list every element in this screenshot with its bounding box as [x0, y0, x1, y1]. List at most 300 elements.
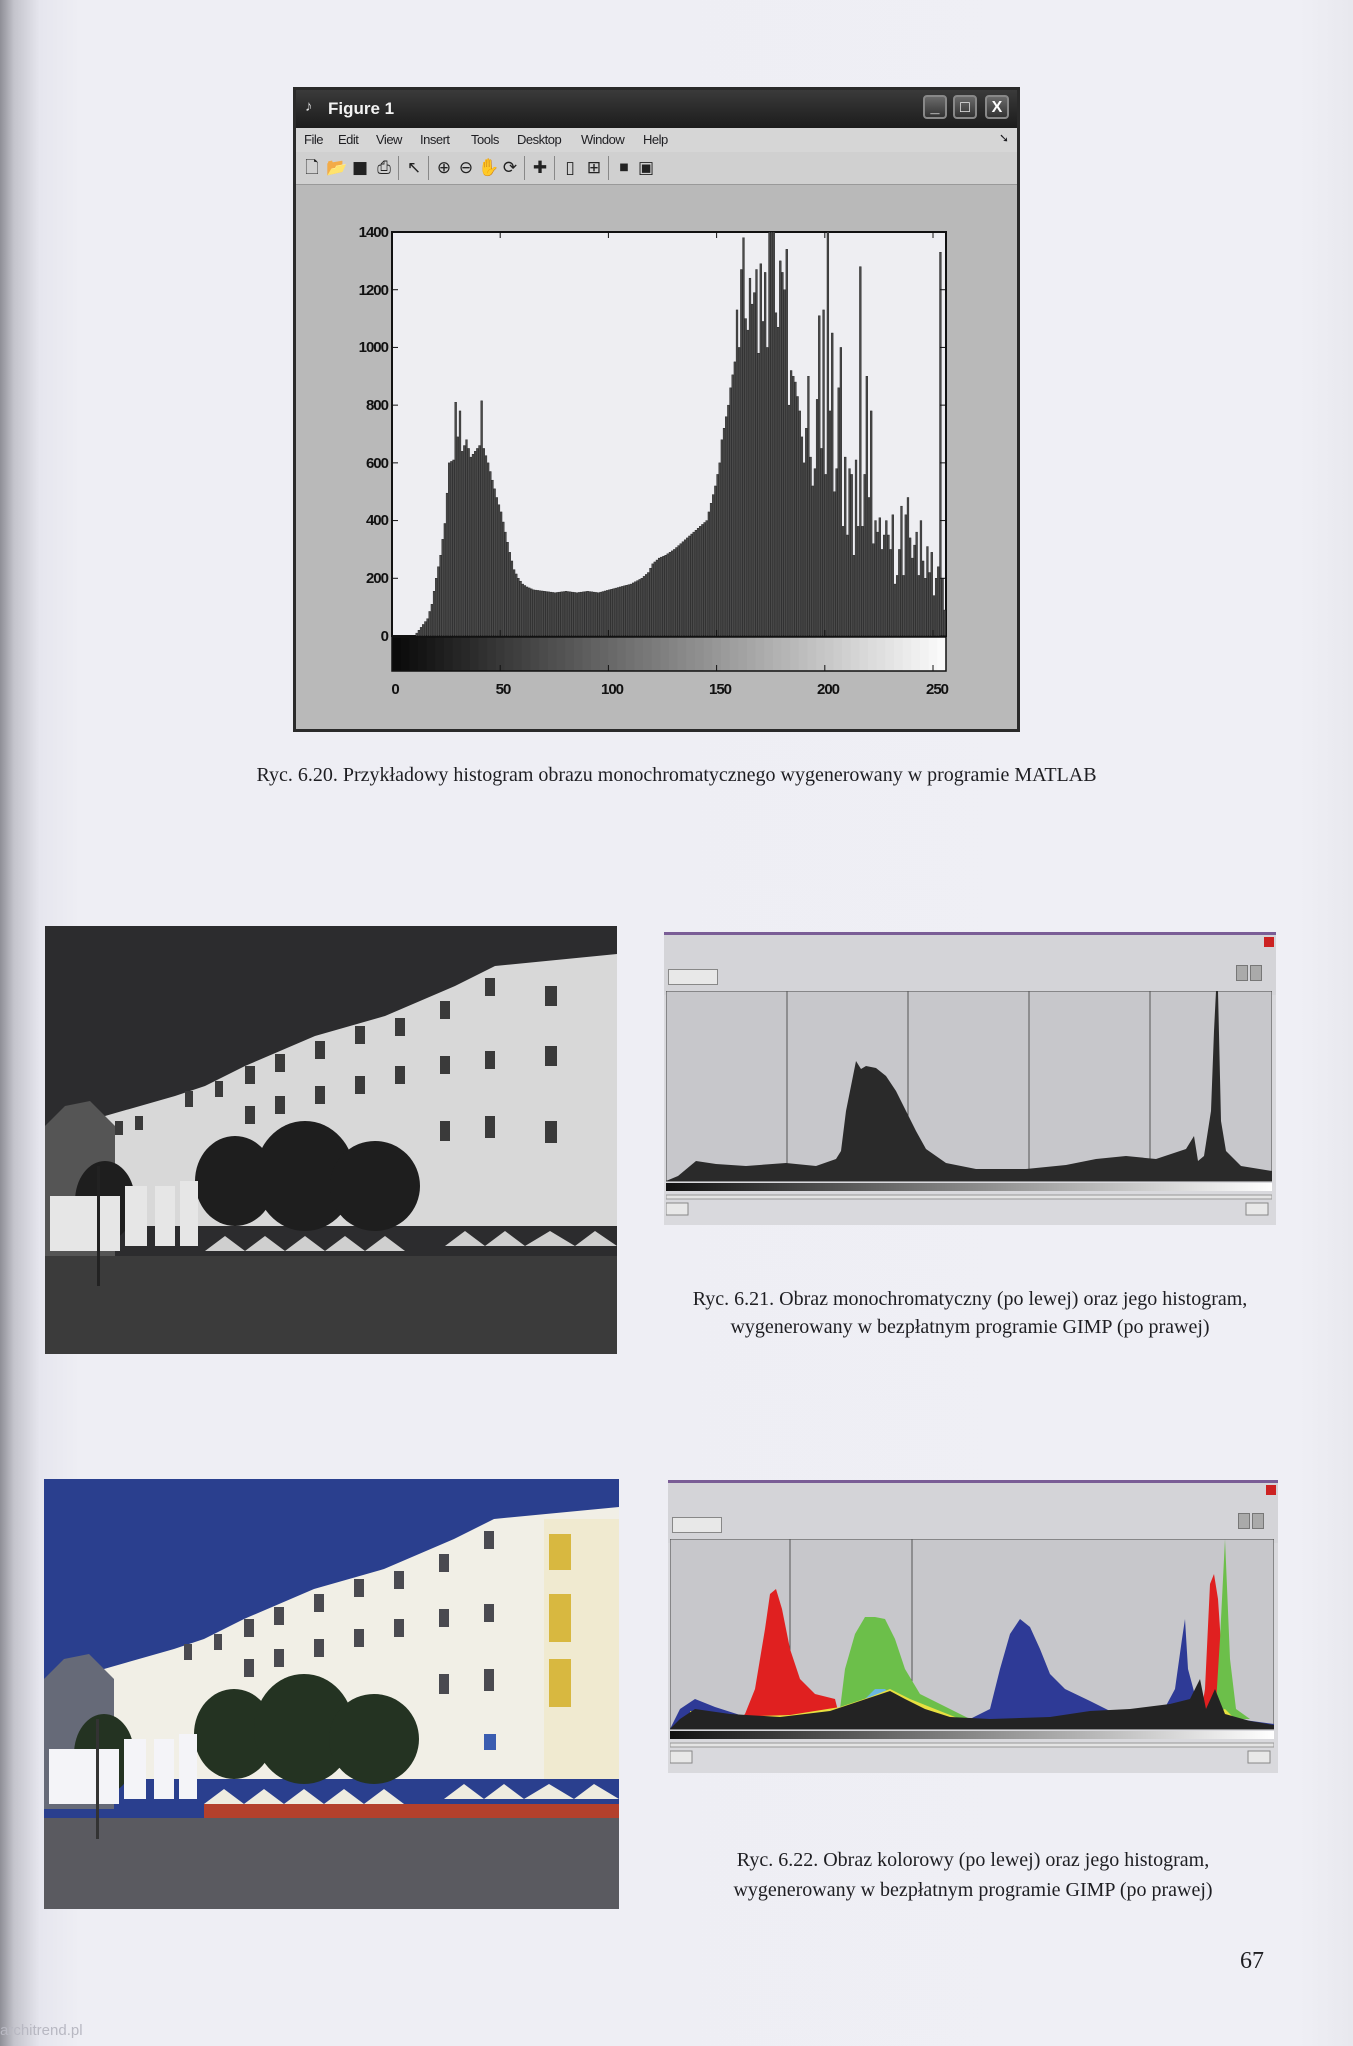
histogram-bar — [427, 619, 429, 636]
histogram-bar — [474, 451, 476, 636]
range-slider[interactable] — [670, 1743, 1274, 1747]
histogram-bar — [630, 584, 632, 636]
histogram-bar — [608, 590, 610, 636]
histogram-bar — [825, 474, 827, 636]
histogram-bar — [624, 586, 626, 636]
colorbar-segment — [686, 637, 695, 671]
dock-arrow-icon[interactable]: ➘ — [998, 131, 1009, 145]
color-photo — [44, 1479, 619, 1909]
histogram-bar — [820, 448, 822, 636]
histogram-bar — [764, 272, 766, 636]
toolbar-separator — [524, 156, 525, 180]
save-icon[interactable]: ■ — [351, 158, 369, 178]
colorbar-segment — [487, 637, 496, 671]
rotate-3d-icon[interactable]: ⟳ — [502, 158, 518, 178]
histogram-bar — [924, 578, 926, 636]
histogram-bar — [758, 353, 760, 636]
colorbar-segment — [409, 637, 418, 671]
histogram-bar — [505, 532, 507, 636]
histogram-bar — [437, 567, 439, 636]
histogram-bar — [922, 561, 924, 636]
histogram-bar — [446, 493, 448, 636]
menu-edit[interactable]: Edit — [338, 132, 359, 147]
histogram-bar — [626, 585, 628, 636]
histogram-bar — [704, 522, 706, 636]
histogram-bar — [859, 267, 861, 636]
gimp-histogram-color — [670, 1539, 1274, 1773]
range-slider[interactable] — [666, 1195, 1272, 1199]
histogram-bar — [749, 278, 751, 636]
histogram-bar — [652, 564, 654, 636]
caption-fig-6-22-line1: Ryc. 6.22. Obraz kolorowy (po lewej) oraz jego histogram, — [736, 1849, 1210, 1871]
histogram-bar — [695, 530, 697, 636]
histogram-bar — [931, 552, 933, 636]
histogram-bar — [450, 461, 452, 636]
histogram-bar — [786, 249, 788, 636]
histogram-bar — [507, 542, 509, 636]
range-start-spinner[interactable] — [666, 1203, 688, 1215]
pointer-icon[interactable]: ↖ — [406, 158, 422, 178]
histogram-bar — [872, 544, 874, 636]
histogram-bar — [569, 592, 571, 636]
histogram-bar — [697, 528, 699, 636]
histogram-bar — [723, 428, 725, 636]
histogram-bar — [773, 232, 775, 636]
histogram-bar — [810, 457, 812, 636]
histogram-bar — [853, 555, 855, 636]
maximize-button[interactable]: □ — [953, 95, 977, 119]
close-icon[interactable] — [1264, 937, 1274, 947]
colorbar-segment — [773, 637, 782, 671]
histogram-bar — [574, 592, 576, 636]
histogram-bar — [771, 232, 773, 636]
histogram-bar — [660, 557, 662, 636]
histogram-bar — [918, 575, 920, 636]
histogram-bar — [442, 539, 444, 636]
window-title: Figure 1 — [328, 99, 395, 118]
colorbar-segment — [608, 637, 617, 671]
toolbar-separator — [428, 156, 429, 180]
histogram-bar — [673, 549, 675, 636]
histogram-bar — [637, 581, 639, 636]
colorbar-segment — [565, 637, 574, 671]
x-tick-label: 150 — [708, 681, 732, 698]
colorbar-segment — [903, 637, 912, 671]
range-end-spinner[interactable] — [1246, 1203, 1268, 1215]
colorbar-segment — [756, 637, 765, 671]
histogram-bar — [420, 627, 422, 636]
histogram-bar — [468, 448, 470, 636]
colorbar-segment — [401, 637, 410, 671]
histogram-bar — [682, 542, 684, 636]
histogram-bar — [851, 474, 853, 636]
menu-help[interactable]: Help — [643, 132, 668, 147]
menu-file[interactable]: File — [304, 132, 323, 147]
histogram-bar — [526, 587, 528, 636]
histogram-bar — [565, 591, 567, 636]
histogram-bar — [546, 592, 548, 636]
histogram-bar — [937, 567, 939, 636]
histogram-bar — [472, 454, 474, 636]
histogram-bar — [911, 558, 913, 636]
histogram-bar — [877, 532, 879, 636]
histogram-bar — [706, 521, 708, 636]
caption-fig-6-20: Ryc. 6.20. Przykładowy histogram obrazu monochromatycznego wygenerowany w programie MATLAB — [256, 764, 1097, 786]
histogram-bar — [518, 578, 520, 636]
histogram-bar — [684, 540, 686, 636]
toolbar-separator — [608, 156, 609, 180]
gimp-dialog-header — [664, 935, 1276, 995]
toolbar-separator — [398, 156, 399, 180]
histogram-bar — [905, 515, 907, 636]
histogram-bar — [492, 480, 494, 636]
range-start-spinner[interactable] — [670, 1751, 692, 1763]
colorbar-segment — [885, 637, 894, 671]
log-scale-button[interactable] — [1250, 965, 1262, 981]
histogram-bar — [632, 583, 634, 636]
histogram-bar — [916, 532, 918, 636]
histogram-bar — [578, 592, 580, 636]
colorbar-segment — [782, 637, 791, 671]
histogram-bar — [812, 486, 814, 636]
histogram-bar — [797, 396, 799, 636]
histogram-bar — [725, 417, 727, 636]
histogram-bar — [868, 497, 870, 636]
histogram-bar — [944, 610, 946, 636]
channel-select-dropdown[interactable] — [672, 1517, 722, 1533]
histogram-bar — [717, 474, 719, 636]
close-button[interactable]: X — [985, 95, 1009, 119]
histogram-bar — [444, 523, 446, 636]
close-icon[interactable] — [1266, 1485, 1276, 1495]
histogram-bar — [901, 506, 903, 636]
histogram-bar — [470, 457, 472, 636]
histogram-bar — [598, 593, 600, 636]
histogram-bar — [554, 593, 556, 636]
histogram-bar — [875, 521, 877, 636]
histogram-bar — [708, 512, 710, 636]
colorbar-segment — [556, 637, 565, 671]
histogram-bar — [898, 549, 900, 636]
histogram-bar — [805, 428, 807, 636]
histogram-bar — [903, 575, 905, 636]
histogram-bar — [522, 584, 524, 636]
histogram-bar — [509, 552, 511, 636]
menu-insert[interactable]: Insert — [420, 132, 450, 147]
histogram-bar — [453, 460, 455, 636]
histogram-bar — [634, 582, 636, 636]
histogram-bar — [650, 568, 652, 636]
page-number: 67 — [1240, 1948, 1264, 1974]
histogram-bar — [896, 575, 898, 636]
histogram-bar — [710, 503, 712, 636]
histogram-bar — [844, 457, 846, 636]
histogram-bar — [775, 313, 777, 636]
histogram-bar — [686, 538, 688, 636]
range-end-spinner[interactable] — [1248, 1751, 1270, 1763]
histogram-bar — [524, 586, 526, 637]
histogram-bar — [615, 588, 617, 636]
histogram-bar — [732, 375, 734, 636]
histogram-bar — [909, 538, 911, 636]
pan-hand-icon[interactable]: ✋ — [478, 158, 500, 178]
histogram-bar — [929, 573, 931, 636]
gimp-histogram-mono — [666, 991, 1272, 1225]
colorbar-segment — [937, 637, 946, 671]
histogram-bar — [669, 552, 671, 636]
histogram-bar — [803, 463, 805, 636]
menu-view[interactable]: View — [376, 132, 402, 147]
histogram-bar — [576, 593, 578, 636]
histogram-bar — [890, 549, 892, 636]
histogram-bar — [572, 592, 574, 636]
channel-select-dropdown[interactable] — [668, 969, 718, 985]
histogram-bar — [617, 588, 619, 636]
histogram-bar — [448, 463, 450, 636]
histogram-bar — [485, 456, 487, 636]
histogram-bar — [424, 622, 426, 636]
colorbar-segment — [799, 637, 808, 671]
histogram-bar — [675, 548, 677, 636]
colorbar-segment — [695, 637, 704, 671]
histogram-bar — [459, 411, 461, 636]
zoom-in-icon[interactable]: ⊕ — [436, 158, 452, 178]
histogram-bar — [836, 469, 838, 636]
histogram-bar — [567, 592, 569, 636]
colorbar-segment — [427, 637, 436, 671]
histogram-bar — [790, 371, 792, 636]
histogram-bar — [907, 497, 909, 636]
histogram-bar — [461, 451, 463, 636]
histogram-bar — [788, 405, 790, 636]
histogram-bar — [849, 469, 851, 636]
histogram-bar — [535, 590, 537, 636]
histogram-bar — [799, 411, 801, 636]
new-file-icon[interactable]: 🗋 — [305, 158, 319, 178]
colorbar-segment — [877, 637, 886, 671]
y-tick-label: 1000 — [358, 339, 388, 356]
histogram-bar — [466, 440, 468, 636]
histogram-bar — [762, 321, 764, 636]
colorbar-segment — [479, 637, 488, 671]
histogram-bar — [719, 463, 721, 636]
histogram-bar — [730, 388, 732, 636]
watermark: architrend.pl — [0, 2022, 83, 2039]
histogram-bar — [647, 573, 649, 636]
histogram-bar — [613, 589, 615, 636]
colorbar-segment — [548, 637, 557, 671]
histogram-bar — [513, 570, 515, 636]
colorbar-segment — [617, 637, 626, 671]
histogram-bar — [600, 592, 602, 636]
histogram-bar — [823, 310, 825, 636]
window-title-bar — [296, 90, 1017, 128]
histogram-bar — [589, 592, 591, 636]
menu-tools[interactable]: Tools — [471, 132, 499, 147]
colorbar-segment — [816, 637, 825, 671]
colorbar-segment — [626, 637, 635, 671]
colorbar-segment — [911, 637, 920, 671]
histogram-bar — [846, 535, 848, 636]
histogram-bar — [559, 592, 561, 636]
histogram-bar — [496, 497, 498, 636]
y-tick-label: 600 — [365, 455, 388, 472]
histogram-bar — [476, 448, 478, 636]
hide-plot-tools-icon[interactable]: ■ — [619, 162, 629, 173]
histogram-bar — [862, 526, 864, 636]
colorbar-segment — [704, 637, 713, 671]
histogram-bar — [879, 518, 881, 636]
histogram-bar — [753, 293, 755, 636]
histogram-bar — [942, 578, 944, 636]
histogram-bar — [641, 578, 643, 636]
legend-icon[interactable]: ⊞ — [586, 158, 602, 178]
histogram-bar — [756, 270, 758, 636]
color-photo-image — [44, 1479, 619, 1909]
histogram-bar — [864, 474, 866, 636]
data-cursor-icon[interactable]: ✚ — [532, 158, 548, 178]
histogram-bar — [782, 272, 784, 636]
histogram-bar — [548, 592, 550, 636]
y-tick-label: 1400 — [358, 224, 388, 241]
zoom-out-icon[interactable]: ⊖ — [458, 158, 474, 178]
histogram-bar — [792, 376, 794, 636]
histogram-bar — [531, 589, 533, 636]
histogram-bar — [751, 304, 753, 636]
histogram-bar — [561, 592, 563, 636]
histogram-bar — [883, 535, 885, 636]
caption-fig-6-21-line1: Ryc. 6.21. Obraz monochromatyczny (po lewej) oraz jego histogram, — [692, 1288, 1248, 1310]
histogram-bar — [795, 382, 797, 636]
colorbar-segment — [721, 637, 730, 671]
histogram-bar — [606, 590, 608, 636]
colorbar-segment — [634, 637, 643, 671]
colorbar-segment — [652, 637, 661, 671]
colorbar-segment — [868, 637, 877, 671]
histogram-bar — [855, 460, 857, 636]
histogram-bar — [888, 535, 890, 636]
histogram-bar — [611, 589, 613, 636]
histogram-bar — [933, 596, 935, 636]
histogram-bar — [831, 333, 833, 636]
histogram-bar — [654, 562, 656, 636]
x-tick-label: 200 — [816, 681, 840, 698]
histogram-bar — [639, 579, 641, 636]
colorbar-segment — [851, 637, 860, 671]
histogram-bar — [487, 463, 489, 636]
histogram-bar — [658, 558, 660, 636]
histogram-bar — [727, 405, 729, 636]
histogram-bar — [481, 401, 483, 636]
histogram-bar — [582, 592, 584, 636]
histogram-bar — [827, 232, 829, 636]
histogram-bar — [550, 592, 552, 636]
histogram-bar — [604, 591, 606, 636]
colorbar-segment — [660, 637, 669, 671]
minimize-button[interactable]: _ — [923, 95, 947, 119]
histogram-bar — [721, 440, 723, 636]
y-tick-label: 400 — [365, 512, 388, 529]
histogram-bar — [435, 578, 437, 636]
linear-scale-button[interactable] — [1238, 1513, 1250, 1529]
log-scale-button[interactable] — [1252, 1513, 1264, 1529]
histogram-bar — [935, 578, 937, 636]
show-plot-tools-icon[interactable]: ▣ — [637, 158, 655, 178]
x-tick-labels — [391, 681, 948, 698]
menu-desktop[interactable]: Desktop — [517, 132, 562, 147]
histogram-bar — [914, 545, 916, 636]
menu-window[interactable]: Window — [581, 132, 625, 147]
open-folder-icon[interactable]: 📂 — [326, 158, 348, 178]
histogram-bar — [892, 515, 894, 636]
caption-fig-6-21-line2: wygenerowany w bezpłatnym programie GIMP (po prawej) — [730, 1316, 1210, 1338]
histogram-bar — [580, 592, 582, 636]
colorbar-segment — [747, 637, 756, 671]
histogram-bar — [745, 319, 747, 636]
histogram-bar — [712, 495, 714, 636]
colorbar-segment — [591, 637, 600, 671]
histogram-bar — [866, 376, 868, 636]
colorbar-segment — [842, 637, 851, 671]
histogram-bar — [760, 264, 762, 636]
histogram-bar — [416, 633, 418, 636]
colorbar-segment — [600, 637, 609, 671]
colorbar-segment — [859, 637, 868, 671]
caption-fig-6-22-line2: wygenerowany w bezpłatnym programie GIMP (po prawej) — [733, 1879, 1213, 1901]
histogram-bar — [479, 446, 481, 636]
monochrome-photo-image — [45, 926, 617, 1354]
histogram-bar — [528, 588, 530, 636]
colorbar-segment — [833, 637, 842, 671]
histogram-bar — [714, 486, 716, 636]
colorbar-segment — [669, 637, 678, 671]
histogram-bar — [894, 584, 896, 636]
colorbar-segment — [920, 637, 929, 671]
histogram-bar — [688, 536, 690, 636]
print-icon[interactable]: ⎙ — [377, 158, 391, 178]
colorbar-segment — [522, 637, 531, 671]
histogram-bar — [483, 448, 485, 636]
colorbar-icon[interactable]: ▯ — [565, 158, 575, 178]
histogram-bar — [511, 561, 513, 636]
colorbar-segment — [505, 637, 514, 671]
histogram-bar — [777, 327, 779, 636]
histogram-bar — [840, 347, 842, 636]
matlab-figure-window — [293, 87, 1020, 732]
histogram-bar — [740, 270, 742, 636]
colorbar-segment — [808, 637, 817, 671]
colorbar-segment — [461, 637, 470, 671]
histogram-bar — [591, 592, 593, 636]
histogram-bar — [628, 585, 630, 636]
histogram-bar — [595, 592, 597, 636]
histogram-bar — [498, 505, 500, 636]
histogram-bar — [429, 611, 431, 636]
colorbar-segment — [470, 637, 479, 671]
histogram-bar — [736, 310, 738, 636]
colorbar-segment — [444, 637, 453, 671]
y-tick-label: 200 — [365, 570, 388, 587]
histogram-bar — [833, 492, 835, 636]
colorbar-segment — [531, 637, 540, 671]
histogram-bar — [457, 437, 459, 636]
colorbar-segment — [894, 637, 903, 671]
histogram-bar — [643, 576, 645, 636]
histogram-bar — [671, 551, 673, 636]
matlab-app-icon: ♪ — [305, 98, 313, 115]
histogram-bar — [656, 560, 658, 636]
linear-scale-button[interactable] — [1236, 965, 1248, 981]
